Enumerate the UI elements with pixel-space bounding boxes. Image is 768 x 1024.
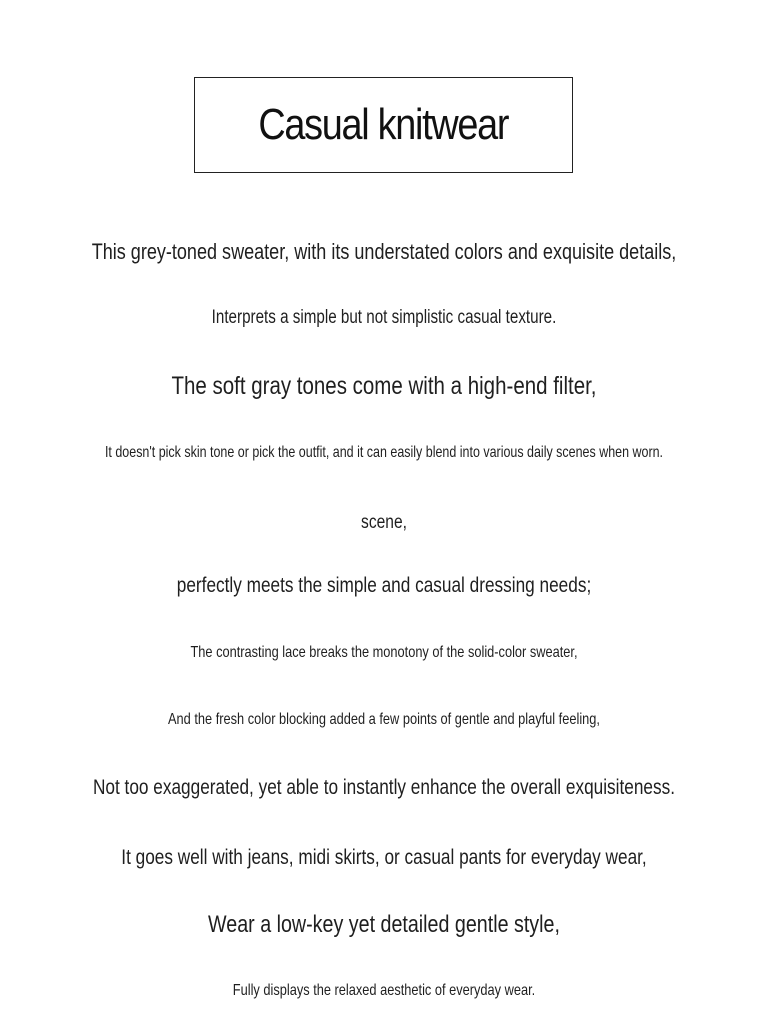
- description-line-2: Interprets a simple but not simplistic casual texture.: [211, 307, 557, 328]
- title-box: [194, 77, 573, 173]
- description-line-11: Wear a low-key yet detailed gentle style,: [208, 911, 560, 938]
- description-line-1: This grey-toned sweater, with its understated colors and exquisite details,: [91, 239, 677, 264]
- description-line-8: And the fresh color blocking added a few points of gentle and playful feeling,: [168, 711, 600, 728]
- description-line-4: It doesn't pick skin tone or pick the outfit, and it can easily blend into various daily scenes when worn.: [104, 444, 664, 461]
- description-line-3: The soft gray tones come with a high-end filter,: [171, 372, 597, 400]
- description-line-9: Not too exaggerated, yet able to instantly enhance the overall exquisiteness.: [92, 776, 676, 799]
- description-line-12: Fully displays the relaxed aesthetic of everyday wear.: [232, 982, 536, 999]
- description-line-10: It goes well with jeans, midi skirts, or casual pants for everyday wear,: [121, 846, 647, 869]
- description-line-7: The contrasting lace breaks the monotony of the solid-color sweater,: [190, 644, 578, 661]
- page-title: Casual knitwear: [258, 100, 509, 149]
- description-line-5: scene,: [361, 512, 407, 533]
- description-line-6: perfectly meets the simple and casual dressing needs;: [176, 574, 592, 597]
